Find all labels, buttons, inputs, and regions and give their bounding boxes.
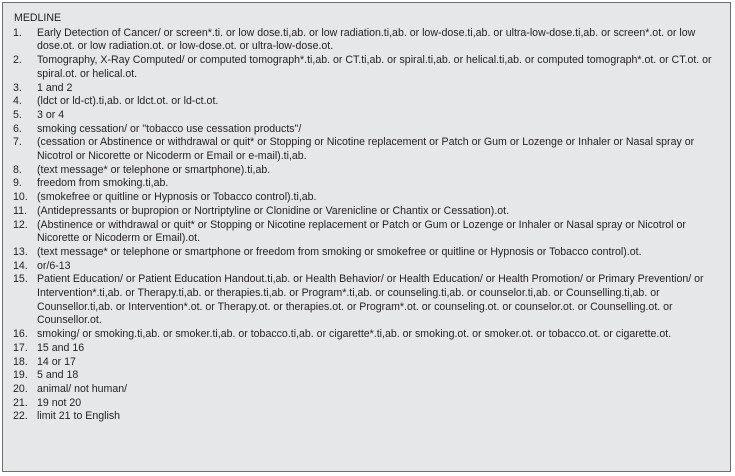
database-heading: MEDLINE bbox=[14, 12, 62, 24]
search-line-query: smoking cessation/ or "tobacco use cessation products"/ bbox=[37, 122, 302, 135]
search-line-number: 22. bbox=[13, 410, 28, 423]
search-line-query: 19 not 20 bbox=[37, 396, 82, 409]
search-line-query: 1 and 2 bbox=[37, 81, 73, 94]
search-line bbox=[13, 383, 720, 397]
search-line bbox=[13, 123, 720, 137]
search-line-query: Early Detection of Cancer/ or screen*.ti. or low dose.ti,ab. or low radiation.ti,ab. or low-dose.ti,ab. or ultra-low-dose.ti,ab. or screen*.ot. or low dose.ot. or low radiation.ot. or low-dose.ot. or ultra-low-dose.ot. bbox=[37, 26, 696, 53]
search-line bbox=[13, 177, 720, 191]
search-strategy-box bbox=[2, 2, 731, 472]
search-line-query: Tomography, X-Ray Computed/ or computed tomograph*.ti,ab. or CT.ti,ab. or spiral.ti,ab. or helical.ti,ab. or computed tomograph*.ot. or CT.ot. or spiral.ot. or helical.ot. bbox=[37, 54, 712, 80]
search-line bbox=[13, 95, 720, 109]
search-line-query: (text message* or telephone or smartphone).ti,ab. bbox=[37, 163, 271, 176]
search-line-query: 3 or 4 bbox=[37, 108, 65, 121]
search-line-query: limit 21 to English bbox=[37, 410, 121, 423]
search-line-number: 18. bbox=[13, 355, 28, 368]
search-line-query: Patient Education/ or Patient Education Handout.ti,ab. or Health Behavior/ or Health Education/ or Health Promotion/ or Primary Prevention/ or Intervention*.ti,ab. or Therapy.ti,ab. or therapies.ti,ab. or Program*.ti,ab. or counseling.ti,ab. or counselor.ti,ab. or Counselling.ti,ab. or Counsellor.ti,ab. or Intervention*.ot. or Therapy.ot. or therapies.ot. or Program*.ot. or counseling.ot. or counselor.ot. or Counselling.ot. or Counsellor.ot. bbox=[37, 273, 704, 327]
search-line-query: freedom from smoking.ti,ab. bbox=[37, 177, 169, 190]
search-line-number: 12. bbox=[13, 218, 28, 231]
search-line-number: 21. bbox=[13, 396, 28, 409]
search-line-query: or/6-13 bbox=[37, 259, 71, 272]
search-line-number: 11. bbox=[13, 204, 27, 217]
search-line-number: 4. bbox=[13, 95, 22, 108]
search-line-query: (text message* or telephone or smartphone or freedom from smoking or smokefree or quitline or Hypnosis or Tobacco control).ot. bbox=[37, 245, 642, 258]
search-line bbox=[13, 164, 720, 178]
search-line-query: smoking/ or smoking.ti,ab. or smoker.ti,ab. or tobacco.ti,ab. or cigarette*.ti,ab. or smoking.ot. or smoker.ot. or tobacco.ot. or cigarette.ot. bbox=[37, 328, 672, 341]
search-line-query: 15 and 16 bbox=[37, 341, 85, 354]
search-line bbox=[13, 273, 720, 328]
search-line-number: 14. bbox=[13, 259, 28, 272]
search-line bbox=[13, 246, 720, 260]
search-line-query: (ldct or ld-ct).ti,ab. or ldct.ot. or ld-ct.ot. bbox=[37, 95, 219, 108]
search-line-number: 6. bbox=[13, 122, 22, 135]
search-line bbox=[13, 27, 720, 54]
search-line bbox=[13, 191, 720, 205]
search-line-number: 10. bbox=[13, 191, 28, 204]
search-line-query: (Antidepressants or bupropion or Nortriptyline or Clonidine or Varenicline or Chantix or Cessation).ot. bbox=[37, 204, 510, 217]
search-line-query: (smokefree or quitline or Hypnosis or Tobacco control).ti,ab. bbox=[37, 191, 317, 204]
search-line-query: 14 or 17 bbox=[37, 355, 76, 368]
search-line-number: 13. bbox=[13, 245, 28, 258]
search-line-number: 8. bbox=[13, 163, 22, 176]
search-line bbox=[13, 369, 720, 383]
search-line bbox=[13, 82, 720, 96]
search-line-query: 5 and 18 bbox=[37, 369, 79, 382]
search-line-number: 9. bbox=[13, 177, 22, 190]
search-line-number: 17. bbox=[13, 341, 28, 354]
search-line-number: 20. bbox=[13, 382, 28, 395]
search-line-number: 1. bbox=[13, 26, 22, 39]
search-line bbox=[13, 342, 720, 356]
search-line-query: animal/ not human/ bbox=[37, 382, 128, 395]
search-line-number: 2. bbox=[13, 54, 22, 67]
search-line bbox=[13, 136, 720, 163]
search-line bbox=[13, 410, 720, 424]
search-line bbox=[13, 54, 720, 81]
search-line-number: 15. bbox=[13, 273, 28, 286]
search-line bbox=[13, 109, 720, 123]
search-line bbox=[13, 356, 720, 370]
search-line-number: 3. bbox=[13, 81, 22, 94]
search-line bbox=[13, 328, 720, 342]
search-line bbox=[13, 219, 720, 246]
search-line-list bbox=[13, 27, 720, 424]
search-line bbox=[13, 397, 720, 411]
search-line-number: 16. bbox=[13, 328, 28, 341]
search-line-number: 5. bbox=[13, 108, 22, 121]
search-line bbox=[13, 205, 720, 219]
search-line-number: 19. bbox=[13, 369, 28, 382]
search-line-number: 7. bbox=[13, 136, 22, 149]
search-line-query: (cessation or Abstinence or withdrawal or quit* or Stopping or Nicotine replacement or Patch or Gum or Lozenge or Inhaler or Nasal spray or Nicotrol or Nicorette or Nicoderm or Email or e-mail).ti,ab. bbox=[37, 136, 695, 163]
search-line bbox=[13, 260, 720, 274]
search-line-query: (Abstinence or withdrawal or quit* or Stopping or Nicotine replacement or Patch or Gum or Lozenge or Inhaler or Nasal spray or Nicotrol or Nicorette or Nicoderm or Email).ot. bbox=[37, 218, 686, 245]
